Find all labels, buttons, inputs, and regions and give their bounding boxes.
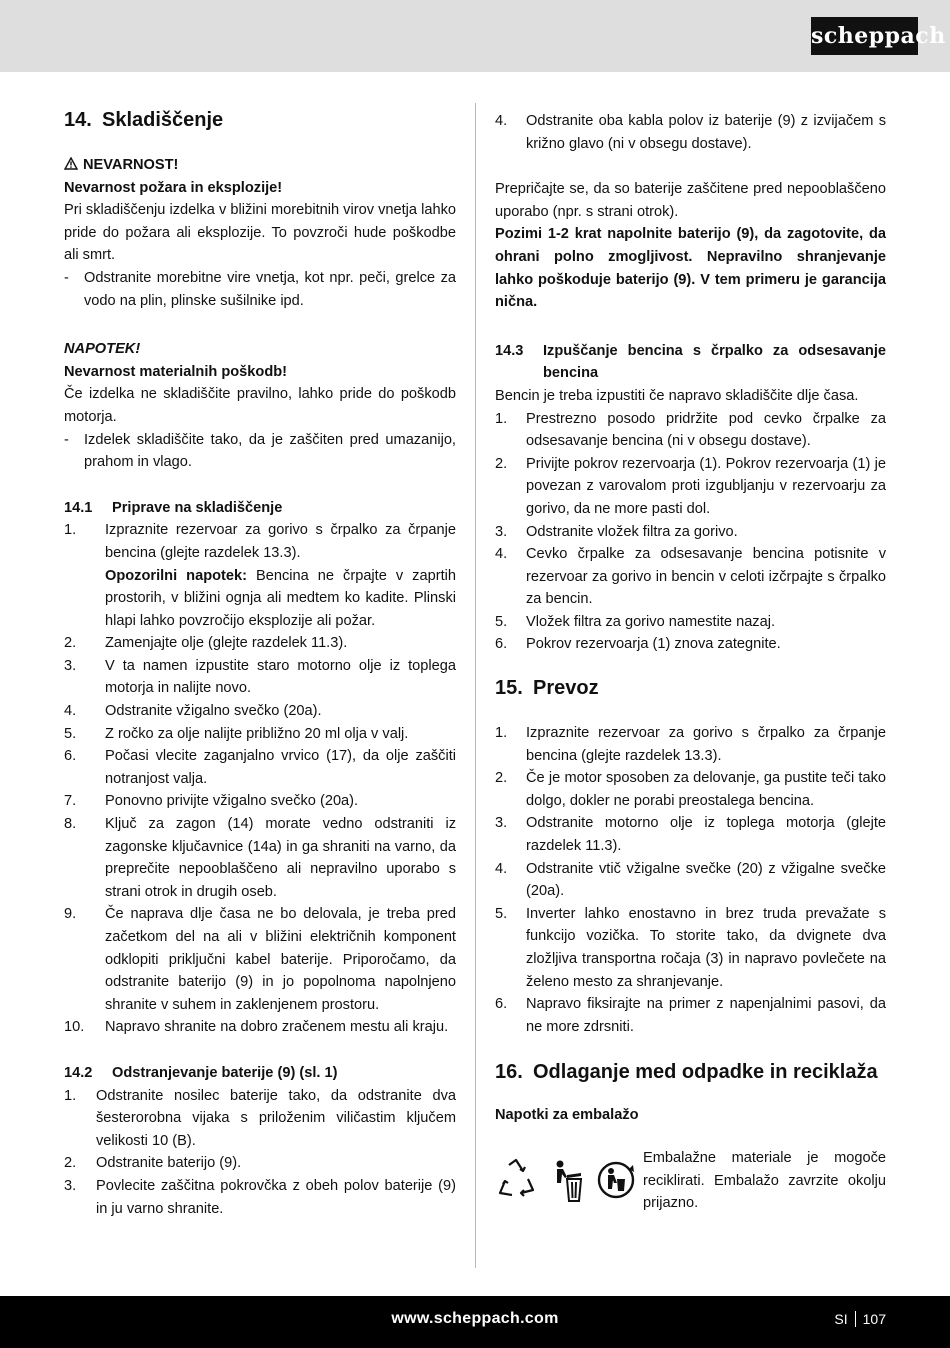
recycling-icons bbox=[495, 1157, 643, 1203]
list-number: 5. bbox=[495, 613, 508, 630]
section-14-heading bbox=[64, 106, 456, 134]
danger-label bbox=[64, 154, 456, 177]
list-text: Zamenjajte olje (glejte razdelek 11.3). bbox=[105, 635, 348, 652]
list-text: Počasi vlecite zaganjalno vrvico (17), da olje zaščiti notranjost valja. bbox=[105, 748, 456, 787]
list-item bbox=[495, 408, 886, 453]
list-item bbox=[64, 700, 456, 723]
language-code: SI bbox=[834, 1311, 848, 1327]
list-number: 1. bbox=[495, 725, 508, 742]
list-number: 5. bbox=[64, 725, 77, 742]
list-item bbox=[64, 745, 456, 790]
section-15-heading bbox=[495, 674, 886, 702]
list-number: 4. bbox=[495, 546, 508, 563]
section-number: 14.2 bbox=[64, 1064, 93, 1081]
list-number: 4. bbox=[64, 703, 77, 720]
section-title: Prevoz bbox=[533, 677, 599, 700]
list-text: Prestrezno posodo pridržite pod cevko črpalke za odsesavanje bencina (ni v obsegu dostave). bbox=[526, 410, 886, 450]
danger-subtitle: Nevarnost požara in eksplozije! bbox=[64, 179, 283, 196]
list-number: 8. bbox=[64, 816, 77, 833]
page-separator bbox=[855, 1311, 856, 1327]
list-number: 3. bbox=[64, 657, 77, 674]
section-title: Priprave na skladiščenje bbox=[112, 499, 283, 516]
list-text: Napravo shranite na dobro zračenem mestu ali kraju. bbox=[105, 1019, 449, 1036]
list-number: 9. bbox=[64, 906, 77, 923]
battery-text: Prepričajte se, da so baterije zaščitene pred nepooblaščeno uporabo (npr. s strani otrok). bbox=[495, 181, 886, 220]
section-number: 14.3 bbox=[495, 342, 524, 359]
list-number: 2. bbox=[64, 1155, 77, 1172]
section-title: Skladiščenje bbox=[102, 109, 224, 131]
list-number: 3. bbox=[495, 815, 508, 832]
warning-triangle-icon bbox=[64, 157, 78, 170]
list-number: 1. bbox=[64, 1087, 77, 1104]
list-item bbox=[64, 1152, 456, 1175]
danger-bullet: - Odstranite morebitne vire vnetja, kot npr. peči, grelce za vodo na plin, plinske sušilnike ipd. bbox=[64, 267, 456, 312]
list-number: 3. bbox=[64, 1177, 77, 1194]
list-text: Vložek filtra za gorivo namestite nazaj. bbox=[526, 613, 776, 630]
list-number: 3. bbox=[495, 523, 508, 540]
list-number: 1. bbox=[64, 522, 77, 539]
list-text: Ključ za zagon (14) morate vedno odstraniti iz zagonske ključavnice (14a) in ga shraniti na varno, da preprečite nepooblaščeno ali nepravilno uporabo s strani otrok in drugih oseb. bbox=[105, 816, 456, 900]
note-subtitle: Nevarnost materialnih poškodb! bbox=[64, 363, 288, 380]
list-text: Odstranite vložek filtra za gorivo. bbox=[526, 523, 738, 540]
list-text: V ta namen izpustite staro motorno olje iz toplega motorja in nalijte novo. bbox=[105, 657, 456, 697]
list-item bbox=[495, 453, 886, 521]
list-number: 2. bbox=[495, 770, 508, 787]
recycling-block bbox=[495, 1147, 886, 1215]
list-item bbox=[495, 903, 886, 993]
page-number: 107 bbox=[862, 1311, 886, 1327]
section-16-heading bbox=[495, 1058, 886, 1086]
section-number: 14. bbox=[64, 109, 92, 131]
list-number: 10. bbox=[64, 1019, 85, 1036]
list-item bbox=[64, 813, 456, 903]
list-item bbox=[495, 110, 886, 155]
section-number: 15. bbox=[495, 677, 523, 700]
footer-bar bbox=[0, 1296, 950, 1348]
section-number: 16. bbox=[495, 1061, 523, 1084]
section-title: Odlaganje med odpadke in reciklaža bbox=[533, 1061, 878, 1084]
list-text: Pokrov rezervoarja (1) znova zategnite. bbox=[526, 636, 781, 653]
scheppach-logo: scheppach bbox=[811, 17, 918, 55]
header-bar bbox=[0, 0, 950, 72]
note-bullet: - Izdelek skladiščite tako, da je zaščiten pred umazanijo, prahom in vlago. bbox=[64, 429, 456, 474]
dispose-correctly-icon bbox=[595, 1157, 637, 1203]
recycle-icon bbox=[495, 1157, 537, 1203]
list-number: 6. bbox=[64, 748, 77, 765]
battery-warning: Pozimi 1-2 krat napolnite baterijo (9), da zagotovite, da ohrani polno zmogljivost. Nepravilno shranjevanje lahko poškoduje baterijo (9). V tem primeru je garancija nična. bbox=[495, 226, 886, 311]
list-number: 4. bbox=[495, 113, 508, 129]
list-number: 2. bbox=[64, 635, 77, 652]
list-text: Če naprava dlje časa ne bo delovala, je treba pred začetkom del na ali v bližini električnih komponent odklopiti priključni kabel baterije. Priporočamo, da odstranite baterijo (9) in jo popolnoma napolnjeno shranite v suhem in zaklenjenem prostoru. bbox=[105, 906, 456, 1013]
section-title: Izpuščanje bencina s črpalko za odsesavanje bencina bbox=[543, 342, 886, 382]
list-text: Odstranite vtič vžigalne svečke (20) z vžigalne svečke (20a). bbox=[526, 860, 886, 900]
list-text: Z ročko za olje nalijte približno 20 ml olja v valj. bbox=[105, 725, 409, 742]
left-column bbox=[64, 106, 456, 1220]
list-item bbox=[64, 903, 456, 1016]
list-text: Odstranite motorno olje iz toplega motorja (glejte razdelek 11.3). bbox=[526, 815, 886, 855]
section-14-3-heading bbox=[495, 340, 886, 385]
column-divider bbox=[475, 103, 476, 1268]
danger-bullet-text: Odstranite morebitne vire vnetja, kot npr. peči, grelce za vodo na plin, plinske sušilnike ipd. bbox=[84, 269, 456, 309]
list-number: 4. bbox=[495, 860, 508, 877]
list-item bbox=[64, 519, 456, 564]
waste-bin-icon bbox=[545, 1157, 587, 1203]
packaging-heading: Napotki za embalažo bbox=[495, 1107, 639, 1124]
page-indicator bbox=[834, 1311, 886, 1327]
list-text: Privijte pokrov rezervoarja (1). Pokrov rezervoarja (1) je povezan z varovalom proti izgubljanju v rezervoarju za gorivo, da ne more pasti dol. bbox=[526, 455, 886, 517]
list-item bbox=[495, 993, 886, 1038]
list-item bbox=[495, 521, 886, 544]
caution-note bbox=[64, 565, 456, 633]
list-item bbox=[495, 767, 886, 812]
list-text: Odstranite oba kabla polov iz baterije (9) z izvijačem s križno glavo (ni v obsegu dostave). bbox=[526, 113, 886, 152]
list-text: Napravo fiksirajte na primer z napenjalnimi pasovi, da ne more zdrsniti. bbox=[526, 996, 886, 1035]
list-text: Izpraznite rezervoar za gorivo s črpalko za črpanje bencina (glejte razdelek 13.3). bbox=[105, 522, 456, 561]
list-text: Inverter lahko enostavno in brez truda prevažate s funkcijo vozička. To storite tako, da dvignete dva zložljiva transportna ročaja (3) in napravo povlečete na želeno mesto za shranjevanje. bbox=[526, 905, 886, 990]
list-item bbox=[495, 722, 886, 767]
note-bullet-text: Izdelek skladiščite tako, da je zaščiten pred umazanijo, prahom in vlago. bbox=[84, 431, 456, 471]
list-text: Cevko črpalke za odsesavanje bencina potisnite v rezervoar za gorivo in bencin v celoti izčrpajte s črpalko za bencin. bbox=[526, 546, 886, 608]
list-item bbox=[64, 655, 456, 700]
section-intro: Bencin je treba izpustiti če napravo skladiščite dlje časa. bbox=[495, 387, 859, 404]
list-text: Ponovno privijte vžigalno svečko (20a). bbox=[105, 793, 359, 810]
caution-text: Bencina ne črpajte v zaprtih prostorih, v bližini ognja ali medtem ko kadite. Plinski hlapi lahko povzročijo eksplozije ali požar. bbox=[105, 567, 456, 629]
note-label: NAPOTEK! bbox=[64, 341, 141, 358]
list-number: 5. bbox=[495, 905, 508, 922]
section-title: Odstranjevanje baterije (9) (sl. 1) bbox=[112, 1064, 338, 1081]
caution-label: Opozorilni napotek: bbox=[105, 567, 247, 584]
list-item bbox=[495, 633, 886, 656]
list-item bbox=[64, 1016, 456, 1039]
list-text: Odstranite nosilec baterije tako, da odstranite dva šesterorobna vijaka s priloženim viličastim ključem velikosti 10 (B). bbox=[96, 1087, 456, 1149]
list-item bbox=[495, 812, 886, 857]
packaging-text: Embalažne materiale je mogoče reciklirati. Embalažo zavrzite okolju prijazno. bbox=[643, 1149, 886, 1212]
section-14-1-heading bbox=[64, 497, 456, 520]
list-item bbox=[495, 543, 886, 611]
list-text: Izpraznite rezervoar za gorivo s črpalko za črpanje bencina (glejte razdelek 13.3). bbox=[526, 725, 886, 764]
list-number: 2. bbox=[495, 455, 508, 472]
section-number: 14.1 bbox=[64, 499, 93, 516]
list-item bbox=[495, 611, 886, 634]
list-number: 6. bbox=[495, 996, 508, 1013]
list-text: Odstranite vžigalno svečko (20a). bbox=[105, 703, 322, 720]
danger-text: Pri skladiščenju izdelka v bližini morebitnih virov vnetja lahko pride do požara ali eksplozije. To povzroči hude poškodbe ali smrt. bbox=[64, 202, 456, 264]
right-column bbox=[495, 110, 886, 1215]
note-text: Če izdelka ne skladiščite pravilno, lahko pride do poškodb motorja. bbox=[64, 386, 456, 425]
list-number: 6. bbox=[495, 636, 508, 653]
list-item bbox=[64, 790, 456, 813]
list-item bbox=[64, 723, 456, 746]
list-number: 7. bbox=[64, 793, 77, 810]
website-link[interactable]: www.scheppach.com bbox=[391, 1310, 559, 1327]
danger-label-text: NEVARNOST! bbox=[83, 157, 179, 173]
list-item bbox=[64, 632, 456, 655]
section-14-2-heading bbox=[64, 1062, 456, 1085]
list-number: 1. bbox=[495, 410, 508, 427]
list-text: Povlecite zaščitna pokrovčka z obeh polov baterije (9) in ju varno shranite. bbox=[96, 1177, 456, 1217]
list-item bbox=[64, 1085, 456, 1153]
list-item bbox=[64, 1175, 456, 1220]
list-text: Odstranite baterijo (9). bbox=[96, 1155, 242, 1172]
list-item bbox=[495, 858, 886, 903]
list-text: Če je motor sposoben za delovanje, ga pustite teči tako dolgo, dokler ne porabi preostalega bencina. bbox=[526, 770, 886, 809]
